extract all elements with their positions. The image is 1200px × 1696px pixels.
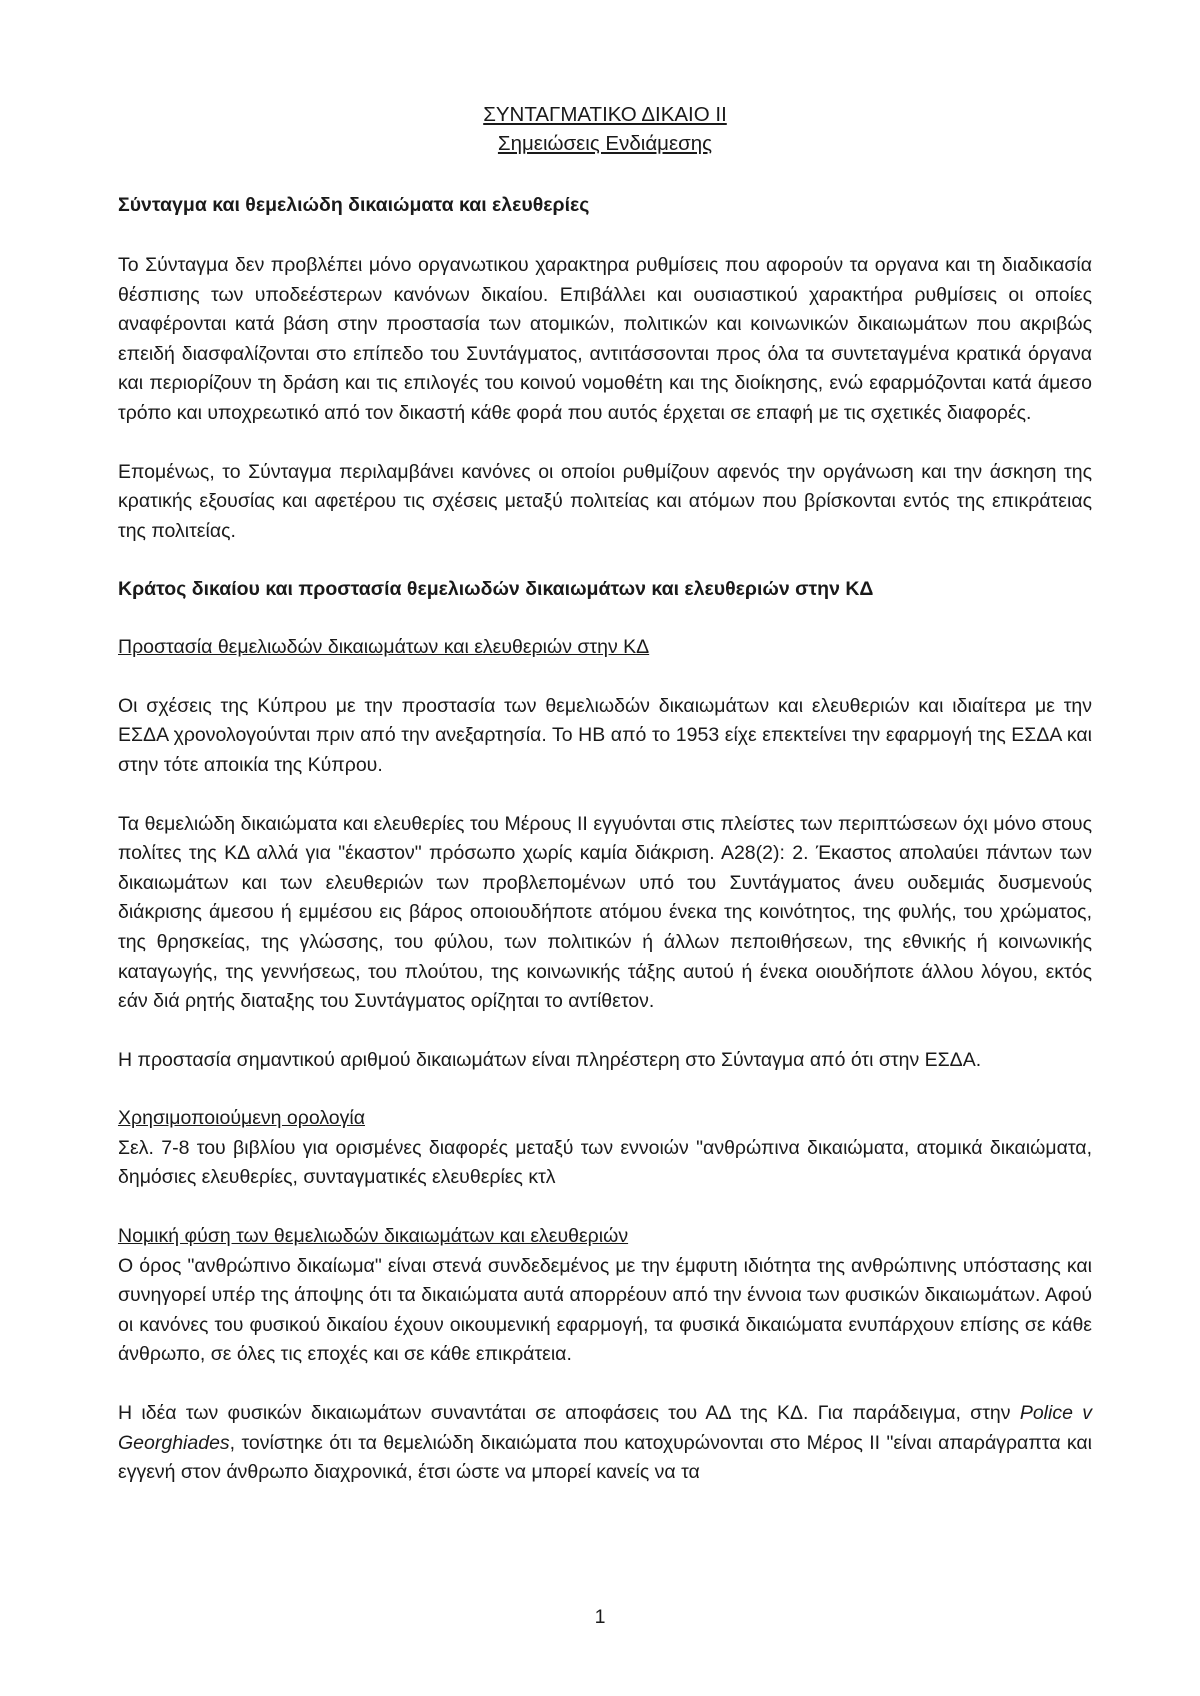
- paragraph-natural-rights: [118, 1399, 1092, 1488]
- paragraph: Ο όρος "ανθρώπινο δικαίωμα" είναι στενά συνδεδεμένος με την έμφυτη ιδιότητα της ανθρώπινης υπόστασης και συνηγορεί υπέρ της άποψης ότι τα δικαιώματα αυτά απορρέουν από την έννοια των φυσικών δικαιωμάτων. Αφού οι κανόνες του φυσικού δικαίου έχουν οικουμενική εφαρμογή, τα φυσικά δικαιώματα ενυπάρχουν επίσης σε κάθε άνθρωπο, σε όλες τις εποχές και σε κάθε επικράτεια.: [118, 1254, 1092, 1366]
- document-title: ΣΥΝΤΑΓΜΑΤΙΚΟ ΔΙΚΑΙΟ ΙΙ: [483, 103, 727, 126]
- paragraph: Επομένως, το Σύνταγμα περιλαμβάνει κανόνες οι οποίοι ρυθμίζουν αφενός την οργάνωση και την άσκηση της κρατικής εξουσίας και αφετέρου τις σχέσεις μεταξύ πολιτείας και ατόμων που βρίσκονται εντός της επικράτειας της πολιτείας.: [118, 460, 1092, 542]
- case-name: Police v Georghiades: [118, 1401, 1092, 1454]
- paragraph: Τα θεμελιώδη δικαιώματα και ελευθερίες του Μέρους ΙΙ εγγυόνται στις πλείστες των περιπτώσεων όχι μόνο στους πολίτες της ΚΔ αλλά για "έκαστον" πρόσωπο χωρίς καμία διάκριση. Α28(2): 2. Έκαστος απολαύει πάντων των δικαιωμάτων και των ελευθεριών των προβλεπομένων υπό του Συντάγματος άνευ ουδεμιάς δυσμενούς διάκρισης άμεσου ή εμμέσου εις βάρος οποιουδήποτε ατόμου ένεκα της κοινότητος, της φυλής, του χρώματος, της θρησκείας, της γλώσσης, του φύλου, των πολιτικών ή άλλων πεποιθήσεων, της εθνικής ή κοινωνικής καταγωγής, της γεννήσεως, του πλούτου, της κοινωνικής τάξης αυτού ή ένεκα οιουδήποτε άλλου λόγου, εκτός εάν διά ρητής διαταξης του Συντάγματος ορίζηται το αντίθετον.: [118, 812, 1092, 1013]
- paragraph: Οι σχέσεις της Κύπρου με την προστασία των θεμελιωδών δικαιωμάτων και ελευθεριών και ιδιαίτερα με την ΕΣΔΑ χρονολογούνται πριν από την ανεξαρτησία. Το ΗΒ από το 1953 είχε επεκτείνει την εφαρμογή της ΕΣΔΑ και στην τότε αποικία της Κύπρου.: [118, 694, 1092, 777]
- subheading-protection: Προστασία θεμελιωδών δικαιωμάτων και ελευθεριών στην ΚΔ: [118, 636, 650, 659]
- paragraph-text: Η ιδέα των φυσικών δικαιωμάτων συναντάται σε αποφάσεις του ΑΔ της ΚΔ. Για παράδειγμα, στην: [118, 1401, 1020, 1424]
- subheading-legal-nature: Νομική φύση των θεμελιωδών δικαιωμάτων και ελευθεριών: [118, 1225, 629, 1248]
- section-heading-constitution-rights: Σύνταγμα και θεμελιώδη δικαιώματα και ελευθερίες: [118, 194, 590, 216]
- paragraph: Σελ. 7-8 του βιβλίου για ορισμένες διαφορές μεταξύ των εννοιών "ανθρώπινα δικαιώματα, ατομικά δικαιώματα, δημόσιες ελευθερίες, συνταγματικές ελευθερίες κτλ: [118, 1136, 1092, 1189]
- page-number: 1: [594, 1606, 606, 1628]
- paragraph: Το Σύνταγμα δεν προβλέπει μόνο οργανωτικου χαρακτηρα ρυθμίσεις που αφορούν τα οργανα και τη διαδικασία θέσπισης των υποδεέστερων κανόνων δικαίου. Επιβάλλει και ουσιαστικού χαρακτήρα ρυθμίσεις οι οποίες αναφέρονται κατά βάση στην προστασία των ατομικών, πολιτικών και κοινωνικών δικαιωμάτων που ακριβώς επειδή διασφαλίζονται στο επίπεδο του Συντάγματος, αντιτάσσονται προς όλα τα συντεταγμένα κρατικά όργανα και περιορίζουν τη δράση και τις επιλογές του κοινού νομοθέτη και της διοίκησης, ενώ εφαρμόζονται κατά άμεσο τρόπο και υποχρεωτικό από τον δικαστή κάθε φορά που αυτός έρχεται σε επαφή με τις σχετικές διαφορές.: [118, 254, 1092, 424]
- subheading-terminology: Χρησιμοποιούμενη ορολογία: [118, 1107, 365, 1130]
- paragraph-text: , τονίστηκε ότι τα θεμελιώδη δικαιώματα που κατοχυρώνονται στο Μέρος ΙΙ "είναι απαράγραπτα και εγγενή στον άνθρωπο διαχρονικά, έτσι ώστε να μπορεί κανείς να τα: [118, 1431, 1092, 1484]
- document-subtitle: Σημειώσεις Ενδιάμεσης: [497, 132, 713, 155]
- document-page: [118, 100, 1092, 1488]
- paragraph: Η προστασία σημαντικού αριθμού δικαιωμάτων είναι πληρέστερη στο Σύνταγμα από ότι στην ΕΣΔΑ.: [118, 1048, 982, 1071]
- section-heading-rule-of-law: Κράτος δικαίου και προστασία θεμελιωδών δικαιωμάτων και ελευθεριών στην ΚΔ: [118, 578, 874, 601]
